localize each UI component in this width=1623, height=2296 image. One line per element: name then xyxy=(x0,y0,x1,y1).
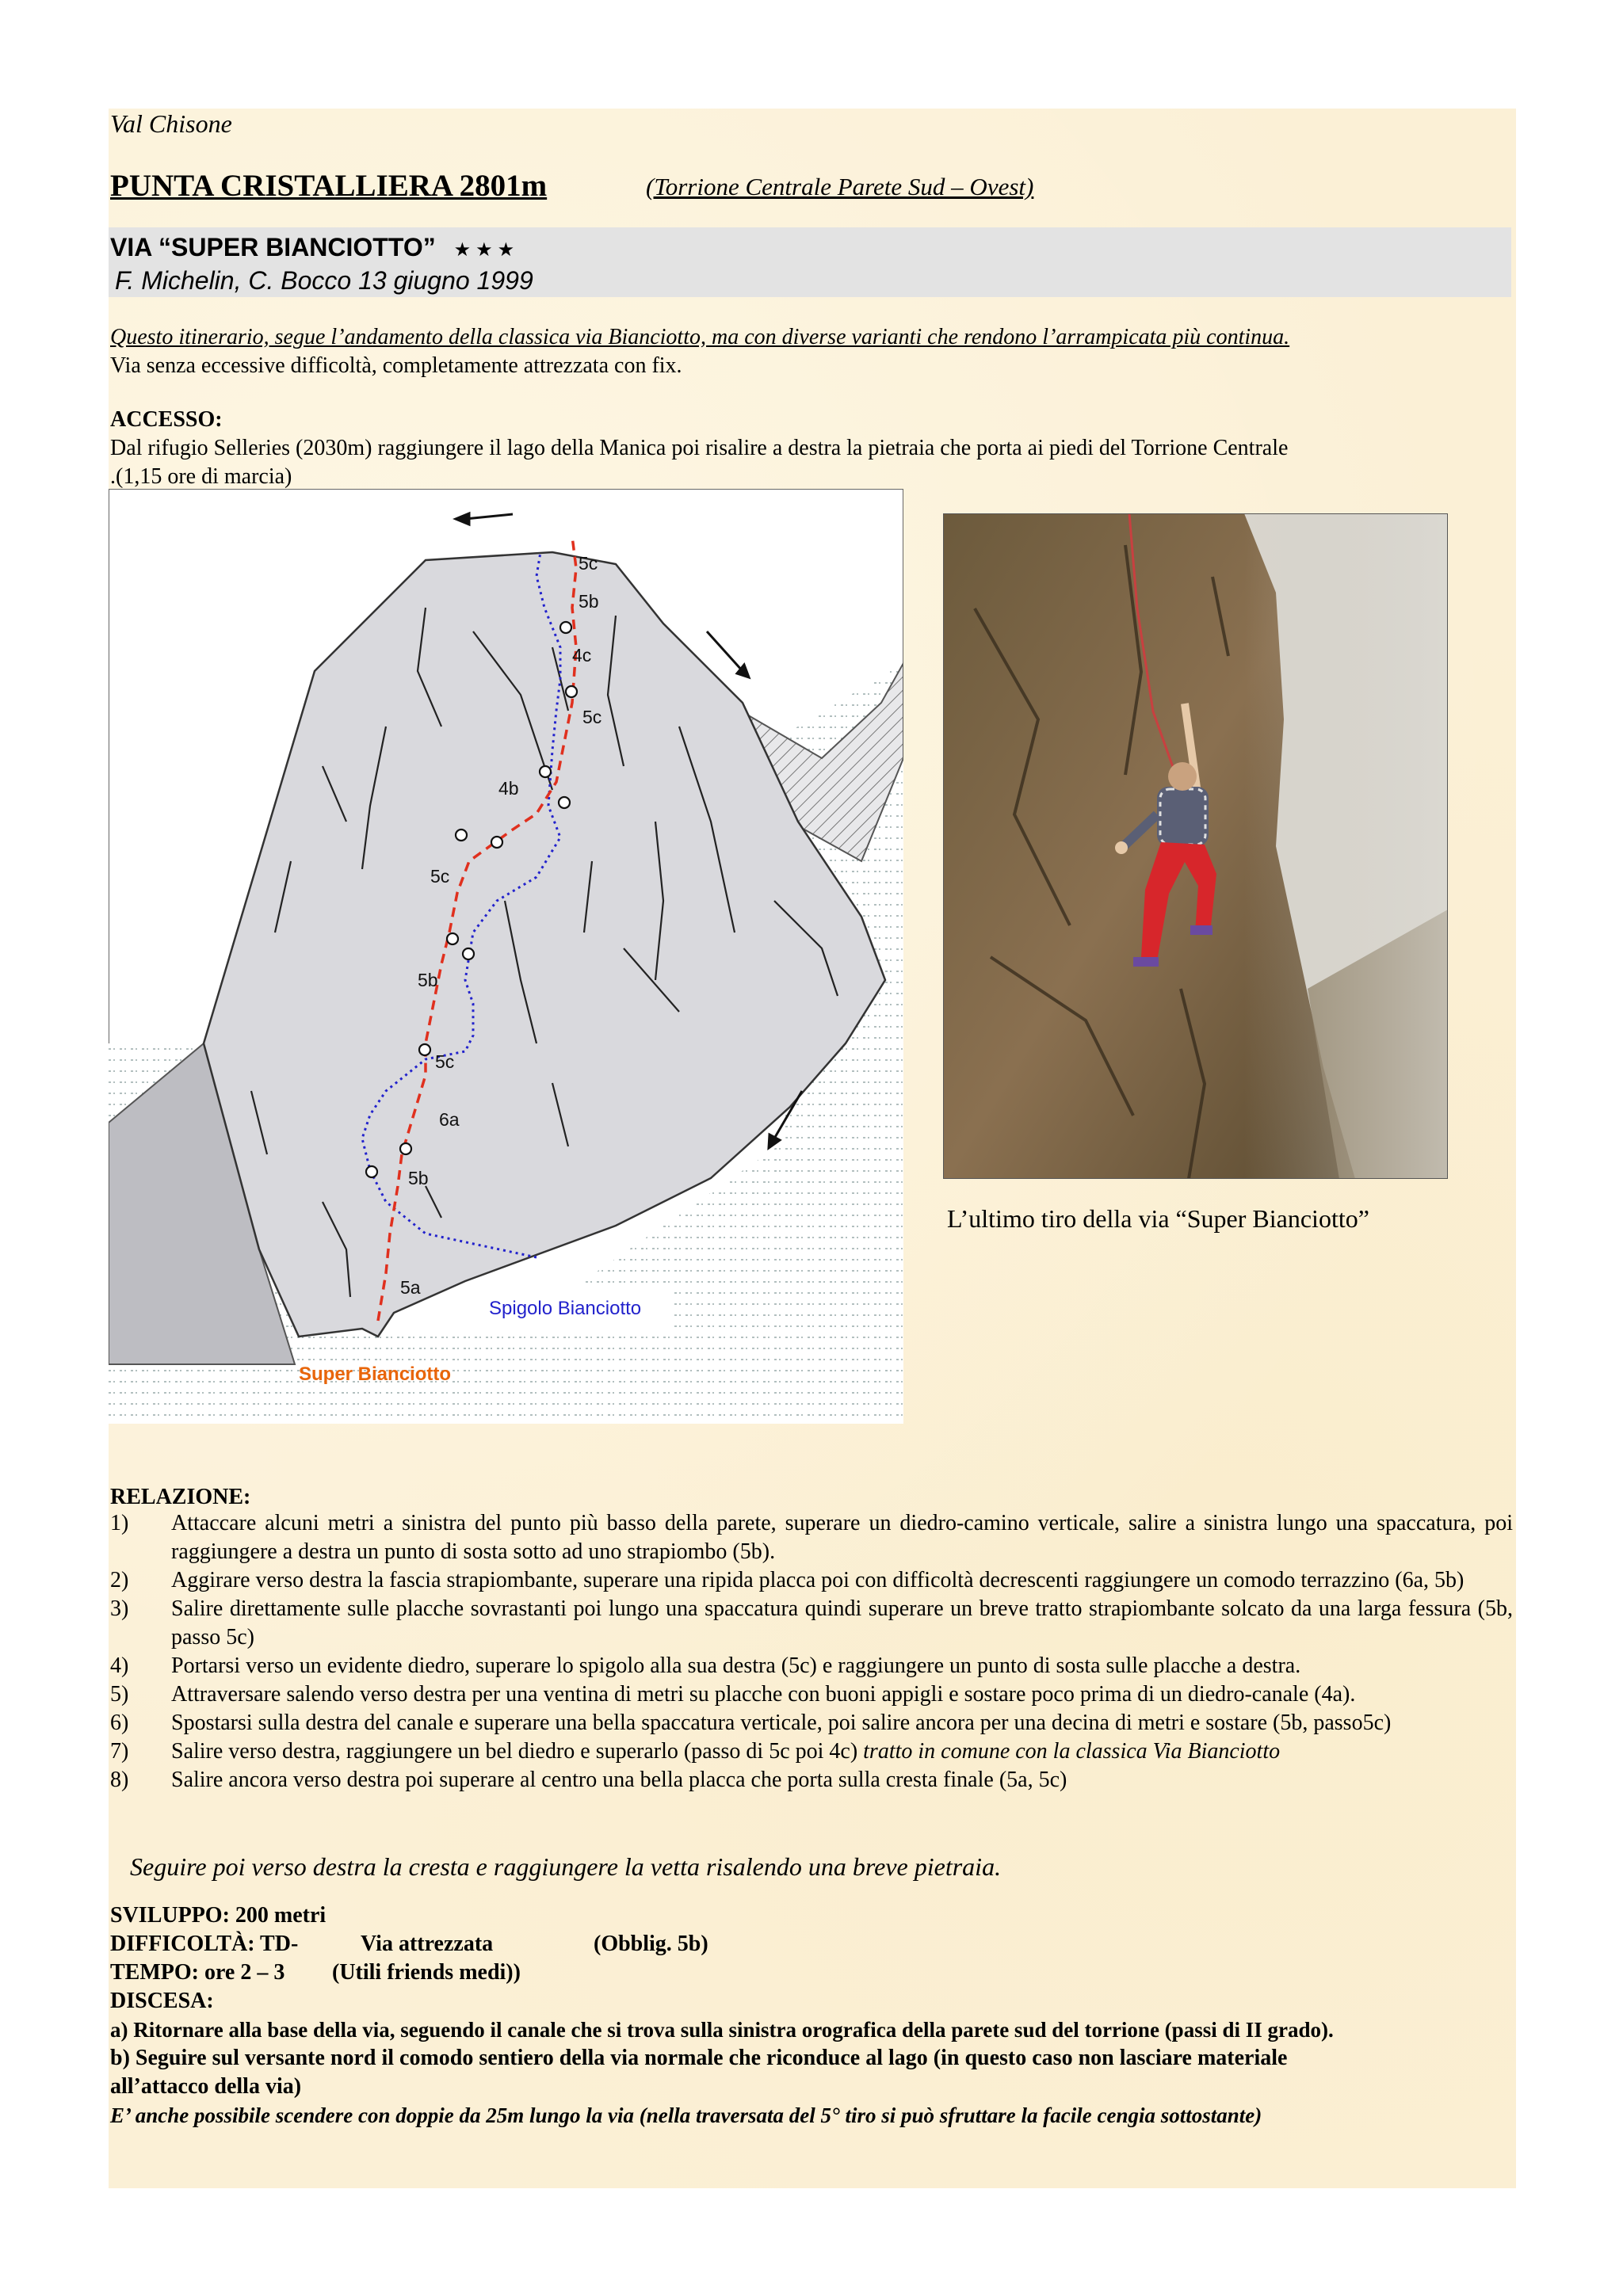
face-subtitle: (Torrione Centrale Parete Sud – Ovest) xyxy=(646,173,1034,200)
label-super-bianciotto: Super Bianciotto xyxy=(299,1363,452,1385)
grade-label: 5b xyxy=(579,591,599,612)
grade-label: 4b xyxy=(498,778,519,799)
rating-stars-icon: ★★★ xyxy=(453,239,520,261)
difficolta-type: Via attrezzata xyxy=(361,1932,494,1956)
list-item: 5) Attraversare salendo verso destra per una ventina di metri su placche con buoni appigli e sostare poco prima di un diedro-canale (4a). xyxy=(110,1682,1356,1707)
list-item: 8) Salire ancora verso destra poi superare al centro una bella placca che porta sulla cresta finale (5a, 5c) xyxy=(110,1768,1067,1792)
photo-caption: L’ultimo tiro della via “Super Bianciotto” xyxy=(947,1204,1369,1233)
route-authors: F. Michelin, C. Bocco 13 giugno 1999 xyxy=(115,266,533,295)
relazione-heading: RELAZIONE: xyxy=(110,1485,251,1509)
route-name-text: VIA “SUPER BIANCIOTTO” xyxy=(110,233,436,261)
grade-label: 5c xyxy=(579,553,598,574)
difficolta-label: DIFFICOLTÀ: TD- xyxy=(110,1932,299,1956)
tempo-note: (Utili friends medi)) xyxy=(332,1960,521,1985)
common-section-note: tratto in comune con la classica Via Bianciotto xyxy=(863,1739,1281,1764)
discesa-option-b-cont: all’attacco della via) xyxy=(110,2074,302,2099)
grade-label: 4c xyxy=(572,645,592,666)
route-name xyxy=(110,233,519,262)
photo-mist xyxy=(1244,513,1448,1179)
access-line-1: Dal rifugio Selleries (2030m) raggiungere il lago della Manica poi risalire a destra la pietraia che porta ai piedi del Torrione Centrale xyxy=(110,436,1289,460)
discesa-option-b: b) Seguire sul versante nord il comodo sentiero della via normale che riconduce al lago (in questo caso non lasciare materiale xyxy=(110,2046,1288,2070)
grade-label: 5c xyxy=(435,1051,455,1072)
tempo-label: TEMPO: ore 2 – 3 xyxy=(110,1960,285,1985)
grade-label: 5b xyxy=(418,970,438,990)
list-item: 7) Salire verso destra, raggiungere un bel diedro e superarlo (passo di 5c poi 4c) tratto in comune con la classica Via Bianciotto xyxy=(110,1739,1281,1764)
access-line-2: .(1,15 ore di marcia) xyxy=(110,464,292,489)
region-name: Val Chisone xyxy=(110,109,232,138)
list-item: 4) Portarsi verso un evidente diedro, superare lo spigolo alla sua destra (5c) e raggiungere un punto di sosta sulle placche a destra. xyxy=(110,1653,1301,1678)
access-heading: ACCESSO: xyxy=(110,407,223,432)
grade-label: 5c xyxy=(430,866,450,887)
list-item: 2) Aggirare verso destra la fascia strapiombante, superare una ripida placca poi con difficoltà decrescenti raggiungere un comodo terrazzino (6a, 5b) xyxy=(110,1568,1465,1592)
discesa-option-a: a) Ritornare alla base della via, seguendo il canale che si trova sulla sinistra orografica della parete sud del torrione (passi di II grado). xyxy=(110,2018,1334,2042)
sviluppo-label: SVILUPPO: 200 metri xyxy=(110,1903,327,1928)
route-topo-diagram xyxy=(109,489,903,1424)
grade-label: 5c xyxy=(582,707,602,727)
intro-line-1: Questo itinerario, segue l’andamento della classica via Bianciotto, ma con diverse varianti che rendono l’arrampicata più continua. xyxy=(110,325,1290,349)
final-instruction: Seguire poi verso destra la cresta e raggiungere la vetta risalendo una breve pietraia. xyxy=(130,1852,1002,1881)
list-item: 6) Spostarsi sulla destra del canale e superare una bella spaccatura verticale, poi salire ancora per una decina di metri e sostare (5b, passo5c) xyxy=(110,1711,1392,1735)
grade-label: 6a xyxy=(439,1109,460,1130)
climber-photo xyxy=(943,513,1448,1179)
list-item: 3) Salire direttamente sulle placche sovrastanti poi lungo una spaccatura quindi superare un breve tratto strapiombante solcato da una larga fessura (5b, passo 5c) xyxy=(110,1596,1513,1650)
grade-label: 5b xyxy=(408,1168,429,1188)
intro-line-2: Via senza eccessive difficoltà, completamente attrezzata con fix. xyxy=(110,353,682,378)
label-spigolo-bianciotto: Spigolo Bianciotto xyxy=(489,1298,642,1319)
discesa-label: DISCESA: xyxy=(110,1989,214,2013)
route-specs xyxy=(110,1901,1518,2130)
peak-title: PUNTA CRISTALLIERA 2801m xyxy=(110,169,548,203)
list-item: 1) Attaccare alcuni metri a sinistra del punto più basso della parete, superare un diedro-camino verticale, salire a sinistra lungo una spaccatura, poi raggiungere a destra un punto di sosta sotto ad uno strapiombo (5b). xyxy=(110,1511,1513,1564)
discesa-note: E’ anche possibile scendere con doppie da 25m lungo la via (nella traversata del 5° tiro si può sfruttare la facile cengia sottostante) xyxy=(110,2103,1262,2127)
grade-label: 5a xyxy=(400,1277,421,1298)
pitch-list xyxy=(110,1509,1513,1794)
difficolta-oblig: (Obblig. 5b) xyxy=(594,1932,708,1956)
